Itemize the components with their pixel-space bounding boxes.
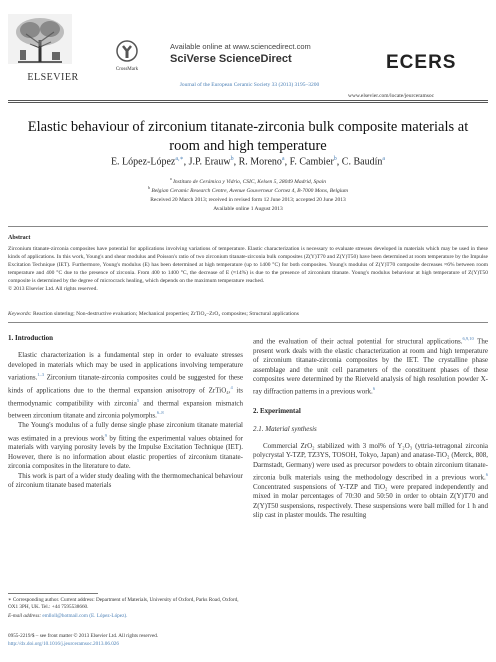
corresponding-author-note: ∗ Corresponding author. Current address: Department of Materials, University of Oxford, Parks Road, Oxford, OX1 3PH, UK. Tel.: +44 7595538660. [8,597,239,610]
abstract-body: Zirconium titanate-zirconia composites have potential for applications involving variations of temperature. Elastic characterization is necessary to evaluate stresses developed in materials which may be used in these kinds of applications. In this work, Young's and shear modulus and Poisson's ratio of two zirconium titanate-zirconia bulk composites (Z(Y)T70 and Z(Y)T50) have been determined at room temperature by the Impulse Excitation Technique (IET). Furthermore, Young's modulus (E) has been determined at high temperature (up to 1400 °C) for both composites. Young's modulus of Z(Y)T70 composite decreases ≈6% between room temperature and 400 °C due to the presence of zirconia. From 400 to 1400 °C, the decrease of E (≈14%) is due to the presence of zirconium titanate. Young's modulus behaviour at high temperature of Z(Y)T50 composite is determined by the degree of microcrack healing, which depends on the maximum temperature reached. [8,246,488,284]
author-name[interactable]: F. Cambier [289,156,334,168]
crossmark-badge[interactable] [112,40,142,72]
paragraph-text: The present work deals with the elastic characterization at room and high temperature of zirconium titanate-zirconia composites by the IET. The crystalline phase assemblage and the unit cell parameters of the constituent phases of these composites were determined by the Rietveld analysis of high resolution powder X-ray diffraction patterns in a previous work. [253,337,488,396]
paragraph-text: by fitting the experimental values obtained for materials with varying porosity levels by the Impulse Excitation Technique (IET). However, there is no information about elastic properties of zirconium titanate-zirconia composites in the literature to date. [8,433,243,471]
header-rule-bottom [8,102,488,103]
paragraph [8,472,243,491]
citation-link[interactable]: 1–3 [37,372,45,378]
paragraph-text: Zirconium titanate-zirconia composites could be suggested for these kinds of applications due to the thermal expansion anisotropy of ZrTiO₄, [8,373,243,395]
header-rule-top [8,100,488,101]
paragraph [8,351,243,421]
abstract-text [8,245,488,293]
affiliation-b [20,185,476,194]
paragraph-text: Commercial ZrO₂ stabilized with 3 mol% of Y₂O₃ (yttria-tetragonal zirconia polycrystal Y-TZP, TZ3YS, TOSOH, Tokyo, Japan) and anatase-TiO₂ (Merck, 808, Darmstadt, Germany) were used as precursor powders to obtain zirconium titanate-zirconia bulk materials using the methodology described in a previous work. [253,441,488,482]
citation-link[interactable]: 4 [230,384,233,390]
author-name[interactable]: C. Baudín [341,156,383,168]
author-name[interactable]: E. López-López [110,156,176,168]
author-name[interactable]: R. Moreno [238,156,282,168]
copyright-line: © 2013 Elsevier Ltd. All rights reserved. [8,286,98,292]
email-label: E-mail address: [8,613,42,619]
keywords-label: Keywords: [8,311,32,317]
paragraph-text: Elastic characterization is a fundamental step in order to evaluate stresses developed in materials which may be used in applications involving temperature variations. [8,351,243,382]
available-online-date: Available online 1 August 2013 [213,206,283,212]
abstract-heading: Abstract [8,235,31,241]
article-title [20,118,476,156]
citation-link[interactable]: 6,9,10 [462,336,474,341]
right-column [253,334,488,520]
ecers-logo: ECERS [386,52,457,73]
citation-link[interactable]: 9 [104,432,107,438]
author-list: E. López-López$^{a,∗}$, J.P. Erauw$^b$, R. Moreno$^a$, F. Cambier$^b$, C. Baudín$^a$ [110,156,386,168]
title-line-2: room and high temperature [169,138,327,154]
affiliation-text: Instituto de Cerámica y Vidrio, CSIC, Kelsen 5, 28049 Madrid, Spain [173,178,327,185]
doi-link[interactable]: http://dx.doi.org/10.1016/j.jeurceramsoc.2013.06.026 [8,641,119,647]
abstract-rule-top [8,226,488,227]
author-affil-marker[interactable]: a,∗ [175,156,184,162]
journal-reference-link[interactable]: Journal of the European Ceramic Society 33 (2013) 3195–3200 [179,82,320,88]
affiliation-marker: b [147,185,150,190]
author-name[interactable]: J.P. Erauw [188,156,231,168]
section-heading-experimental: 2. Experimental [253,407,301,416]
elsevier-tree-icon [8,14,72,64]
citation-link[interactable]: 5 [136,397,140,403]
subsection-heading-material-synthesis: 2.1. Material synthesis [253,424,317,433]
paragraph [8,421,243,471]
paragraph [253,334,488,397]
keywords-list: Reaction sintering; Non-destructive evaluation; Mechanical properties; ZrTiO₄–ZrO₂ composites; Structural applications [33,311,299,317]
publisher-name: ELSEVIER [27,72,79,83]
keywords [8,311,488,317]
author-affil-marker[interactable]: b [333,156,337,162]
elsevier-logo [8,14,98,84]
paragraph-text: its thermodynamic compatibility with zirconia [8,386,243,408]
title-line-1: Elastic behaviour of zirconium titanate-zirconia bulk composite materials at [27,119,469,135]
email-link[interactable]: emlloll@hotmail.com (E. López-López). [42,613,128,619]
affiliation-a [20,176,476,185]
paragraph-text: and thermal expansion mismatch between zirconium titanate and zirconia polymorphs. [8,399,243,420]
sciverse-logo-text: SciVerse ScienceDirect [170,53,292,65]
citation-link[interactable]: 6–8 [156,410,164,416]
author-affil-marker[interactable]: b [230,156,234,162]
section-heading-introduction: 1. Introduction [8,334,53,342]
citation-link[interactable]: 6 [485,472,488,478]
crossmark-icon [116,40,138,62]
paragraph-text: The Young's modulus of a fully dense single phase zirconium titanate material was estimated in a previous work [8,421,243,442]
affiliation-text: Belgian Ceramic Research Centre, Avenue Gouverneur Cornez 4, B-7000 Mons, Belgium [151,187,349,194]
author-affil-marker[interactable]: a [281,156,285,162]
citation-link[interactable]: 6 [372,386,376,392]
email-line [8,613,243,620]
received-dates: Received 20 March 2013; received in revised form 12 June 2013; accepted 20 June 2013 [150,197,346,203]
journal-homepage[interactable]: www.elsevier.com/locate/jeurceramsoc [348,93,435,99]
available-online-text: Available online at www.sciencedirect.com [170,42,311,51]
footnote-rule [8,593,98,594]
paragraph-text: Concentrated suspensions of Y-TZP and TiO₂ were prepared independently and mixed in molar percentages of 70:30 and 50:50 in order to obtain Z(Y)T70 and Z(Y)T50 suspensions, respectively. These suspensions were ball milled for 1 h and slip cast in plaster moulds. The resulting [253,482,488,520]
paragraph-text: This work is part of a wider study dealing with the thermomechanical behaviour of zirconium titanate based materials [8,471,243,489]
paragraph-text: and the evaluation of their actual potential for structural applications. [253,337,463,346]
author-affil-marker[interactable]: a [382,156,386,162]
crossmark-label: CrossMark [115,67,139,72]
paragraph [253,442,488,521]
left-column [8,334,243,490]
affiliation-marker: a [169,176,172,181]
abstract-rule-bottom [8,322,488,323]
issn-line: 0955-2219/$ – see front matter © 2013 Elsevier Ltd. All rights reserved. [8,633,159,639]
